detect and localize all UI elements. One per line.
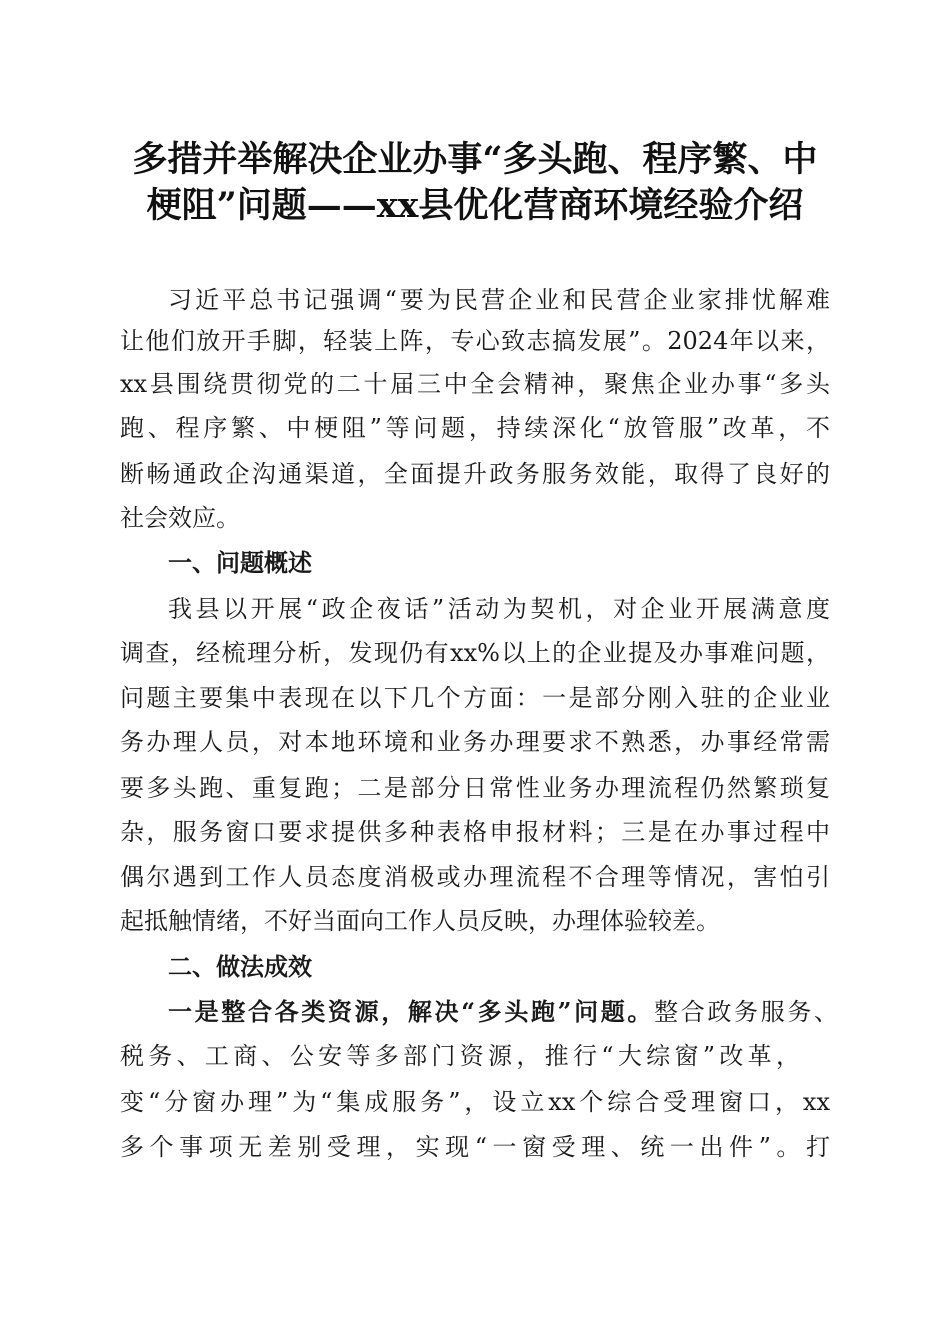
paragraph-line: 税务、工商、公安等多部门资源，推行“大综窗”改革， [120, 1042, 800, 1070]
paragraph-line: 起抵触情绪，不好当面向工作人员反映，办理体验较差。 [120, 907, 720, 935]
paragraph-line: 习近平总书记强调“要为民营企业和民营企业家排忧解难 [168, 286, 830, 314]
paragraph-line: 我县以开展“政企夜话”活动为契机，对企业开展满意度 [168, 595, 830, 623]
paragraph-line: 杂，服务窗口要求提供多种表格申报材料；三是在办事过程中 [120, 818, 830, 846]
paragraph-line: xx县围绕贯彻党的二十届三中全会精神，聚焦企业办事“多头 [120, 370, 830, 398]
paragraph-text: 整合政务服务、 [654, 998, 839, 1026]
document-title-line-1: 多措并举解决企业办事“多头跑、程序繁、中 [132, 139, 818, 180]
section-heading-1: 一、问题概述 [168, 549, 312, 577]
paragraph-line: 变“分窗办理”为“集成服务”，设立xx个综合受理窗口，xx [120, 1088, 830, 1116]
paragraph-line: 跑、程序繁、中梗阻”等问题，持续深化“放管服”改革，不 [120, 414, 830, 442]
paragraph-line: 断畅通政企沟通渠道，全面提升政务服务效能，取得了良好的 [120, 460, 830, 488]
paragraph-line: 社会效应。 [120, 504, 240, 532]
paragraph-line [168, 996, 838, 1028]
paragraph-line: 务办理人员，对本地环境和业务办理要求不熟悉，办事经常需 [120, 728, 830, 756]
paragraph-line: 偶尔遇到工作人员态度消极或办理流程不合理等情况，害怕引 [120, 863, 830, 891]
paragraph-line: 问题主要集中表现在以下几个方面：一是部分刚入驻的企业业 [120, 684, 830, 712]
paragraph-lead-sentence: 一是整合各类资源，解决“多头跑”问题。 [168, 997, 655, 1026]
paragraph-line: 要多头跑、重复跑；二是部分日常性业务办理流程仍然繁琐复 [120, 774, 830, 802]
paragraph-line: 多个事项无差别受理，实现“一窗受理、统一出件”。打 [120, 1133, 830, 1161]
section-heading-2: 二、做法成效 [168, 953, 312, 981]
paragraph-line: 调查，经梳理分析，发现仍有xx%以上的企业提及办事难问题， [120, 639, 830, 667]
document-title-line-2: 梗阻”问题——xx县优化营商环境经验介绍 [146, 185, 804, 226]
paragraph-line: 让他们放开手脚，轻装上阵，专心致志搞发展”。2024年以来， [120, 327, 830, 355]
